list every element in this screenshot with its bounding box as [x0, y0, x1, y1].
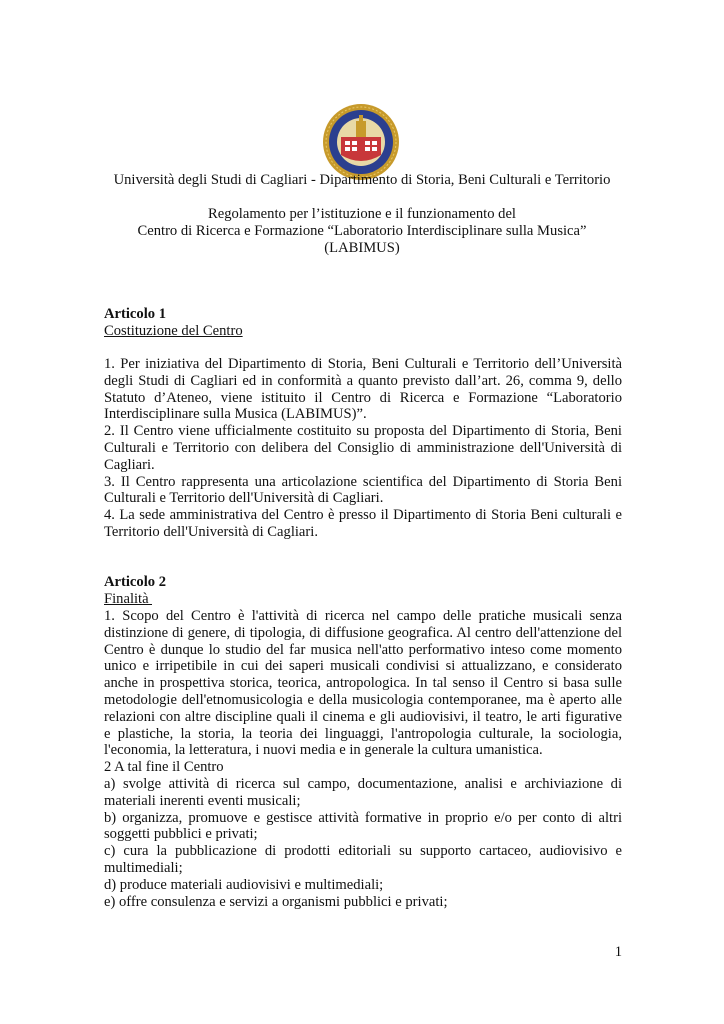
article-2-line: b) organizza, promuove e gestisce attività formative in proprio e/o per conto di altri — [104, 809, 622, 826]
article-2-line: unico e irripetibile in cui dei saperi musicali condivisi si attualizzano, e considerato — [104, 658, 622, 675]
page-number: 1 — [614, 944, 622, 960]
article-2-line: materiali inerenti eventi musicali; — [104, 792, 301, 809]
article-2-line: e) offre consulenza e servizi a organismi pubblici e privati; — [104, 893, 448, 910]
article-2-line: multimediali; — [104, 859, 183, 876]
article-2-line: metodologie dell'etnomusicologia e della musicologia contemporanee, ma è aperto alle — [104, 691, 622, 708]
article-2-line: d) produce materiali audiovisivi e multimediali; — [104, 876, 384, 893]
article-1-line: Culturali e Territorio dell'Università di Cagliari. — [104, 490, 384, 507]
article-2-line: distinzione di genere, di tipologia, di diffusione geografica. Al centro dell'attenzione del — [104, 624, 622, 641]
article-2-line: a) svolge attività di ricerca sul campo, documentazione, analisi e archiviazione di — [104, 775, 622, 792]
article-1-line: 2. Il Centro viene ufficialmente costituito su proposta del Dipartimento di Storia, Beni — [104, 423, 622, 440]
article-2-subheading: Finalità — [104, 590, 153, 607]
regulation-title-line-1: Regolamento per l’istituzione e il funzionamento del — [207, 206, 516, 222]
article-1-body — [104, 356, 622, 541]
article-1-line: Interdisciplinare sulla Musica (LABIMUS)”. — [104, 406, 367, 423]
article-2-line: 2 A tal fine il Centro — [104, 759, 224, 776]
article-1-subheading: Costituzione del Centro — [104, 322, 243, 339]
university-department-line: Università degli Studi di Cagliari - Dipartimento di Storia, Beni Culturali e Territorio — [113, 172, 611, 188]
article-1-line: 4. La sede amministrativa del Centro è presso il Dipartimento di Storia Beni culturali e — [104, 507, 622, 524]
article-2-line: anche in prospettiva storica, teorica, antropologica. In tal senso il Centro si basa sulle — [104, 675, 622, 692]
article-2-line: l'economia, la letteratura, i nuovi media e in generale la cultura umanistica. — [104, 742, 543, 759]
regulation-title-line-3: (LABIMUS) — [324, 240, 400, 256]
regulation-title-line-2: Centro di Ricerca e Formazione “Laboratorio Interdisciplinare sulla Musica” — [137, 223, 587, 239]
article-1-line: 3. Il Centro rappresenta una articolazione scientifica del Dipartimento di Storia Beni — [104, 473, 622, 490]
article-1-heading: Articolo 1 — [104, 306, 167, 322]
article-1-line: Territorio dell'Università di Cagliari. — [104, 523, 318, 540]
article-1-line: Statuto d’Ateneo, viene istituito il Centro di Ricerca e Formazione “Laboratorio — [104, 389, 622, 406]
article-2-line: relazioni con altre discipline quali il cinema e gli audiovisivi, il teatro, le arti figurative — [104, 708, 622, 725]
article-2-line: 1. Scopo del Centro è l'attività di ricerca nel campo delle pratiche musicali senza — [104, 608, 622, 624]
article-1-line: Cagliari. — [104, 456, 155, 473]
article-1-line: 1. Per iniziativa del Dipartimento di Storia, Beni Culturali e Territorio dell’Università — [104, 356, 622, 372]
article-2-line: c) cura la pubblicazione di prodotti editoriali su supporto cartaceo, audiovisivo e — [104, 843, 622, 860]
article-2-heading: Articolo 2 — [104, 574, 167, 590]
article-2-line: soggetti pubblici e privati; — [104, 826, 258, 843]
article-1-line: degli Studi di Cagliari ed in conformità a quanto previsto dall’art. 26, comma 9, dello — [104, 372, 622, 389]
article-1-line: Culturali e Territorio con delibera del Consiglio di amministrazione dell'Università di — [104, 439, 622, 456]
article-2-body — [104, 608, 622, 910]
article-2-line: e plastiche, la storia, la teoria dei linguaggi, l'antropologia culturale, la sociologia, — [104, 725, 622, 742]
article-2-line: Centro è dunque lo studio del far musica nell'atto performativo inteso come momento — [104, 641, 622, 658]
university-seal-logo — [322, 103, 400, 181]
article-1-section — [104, 306, 622, 344]
article-2-section — [104, 574, 622, 612]
